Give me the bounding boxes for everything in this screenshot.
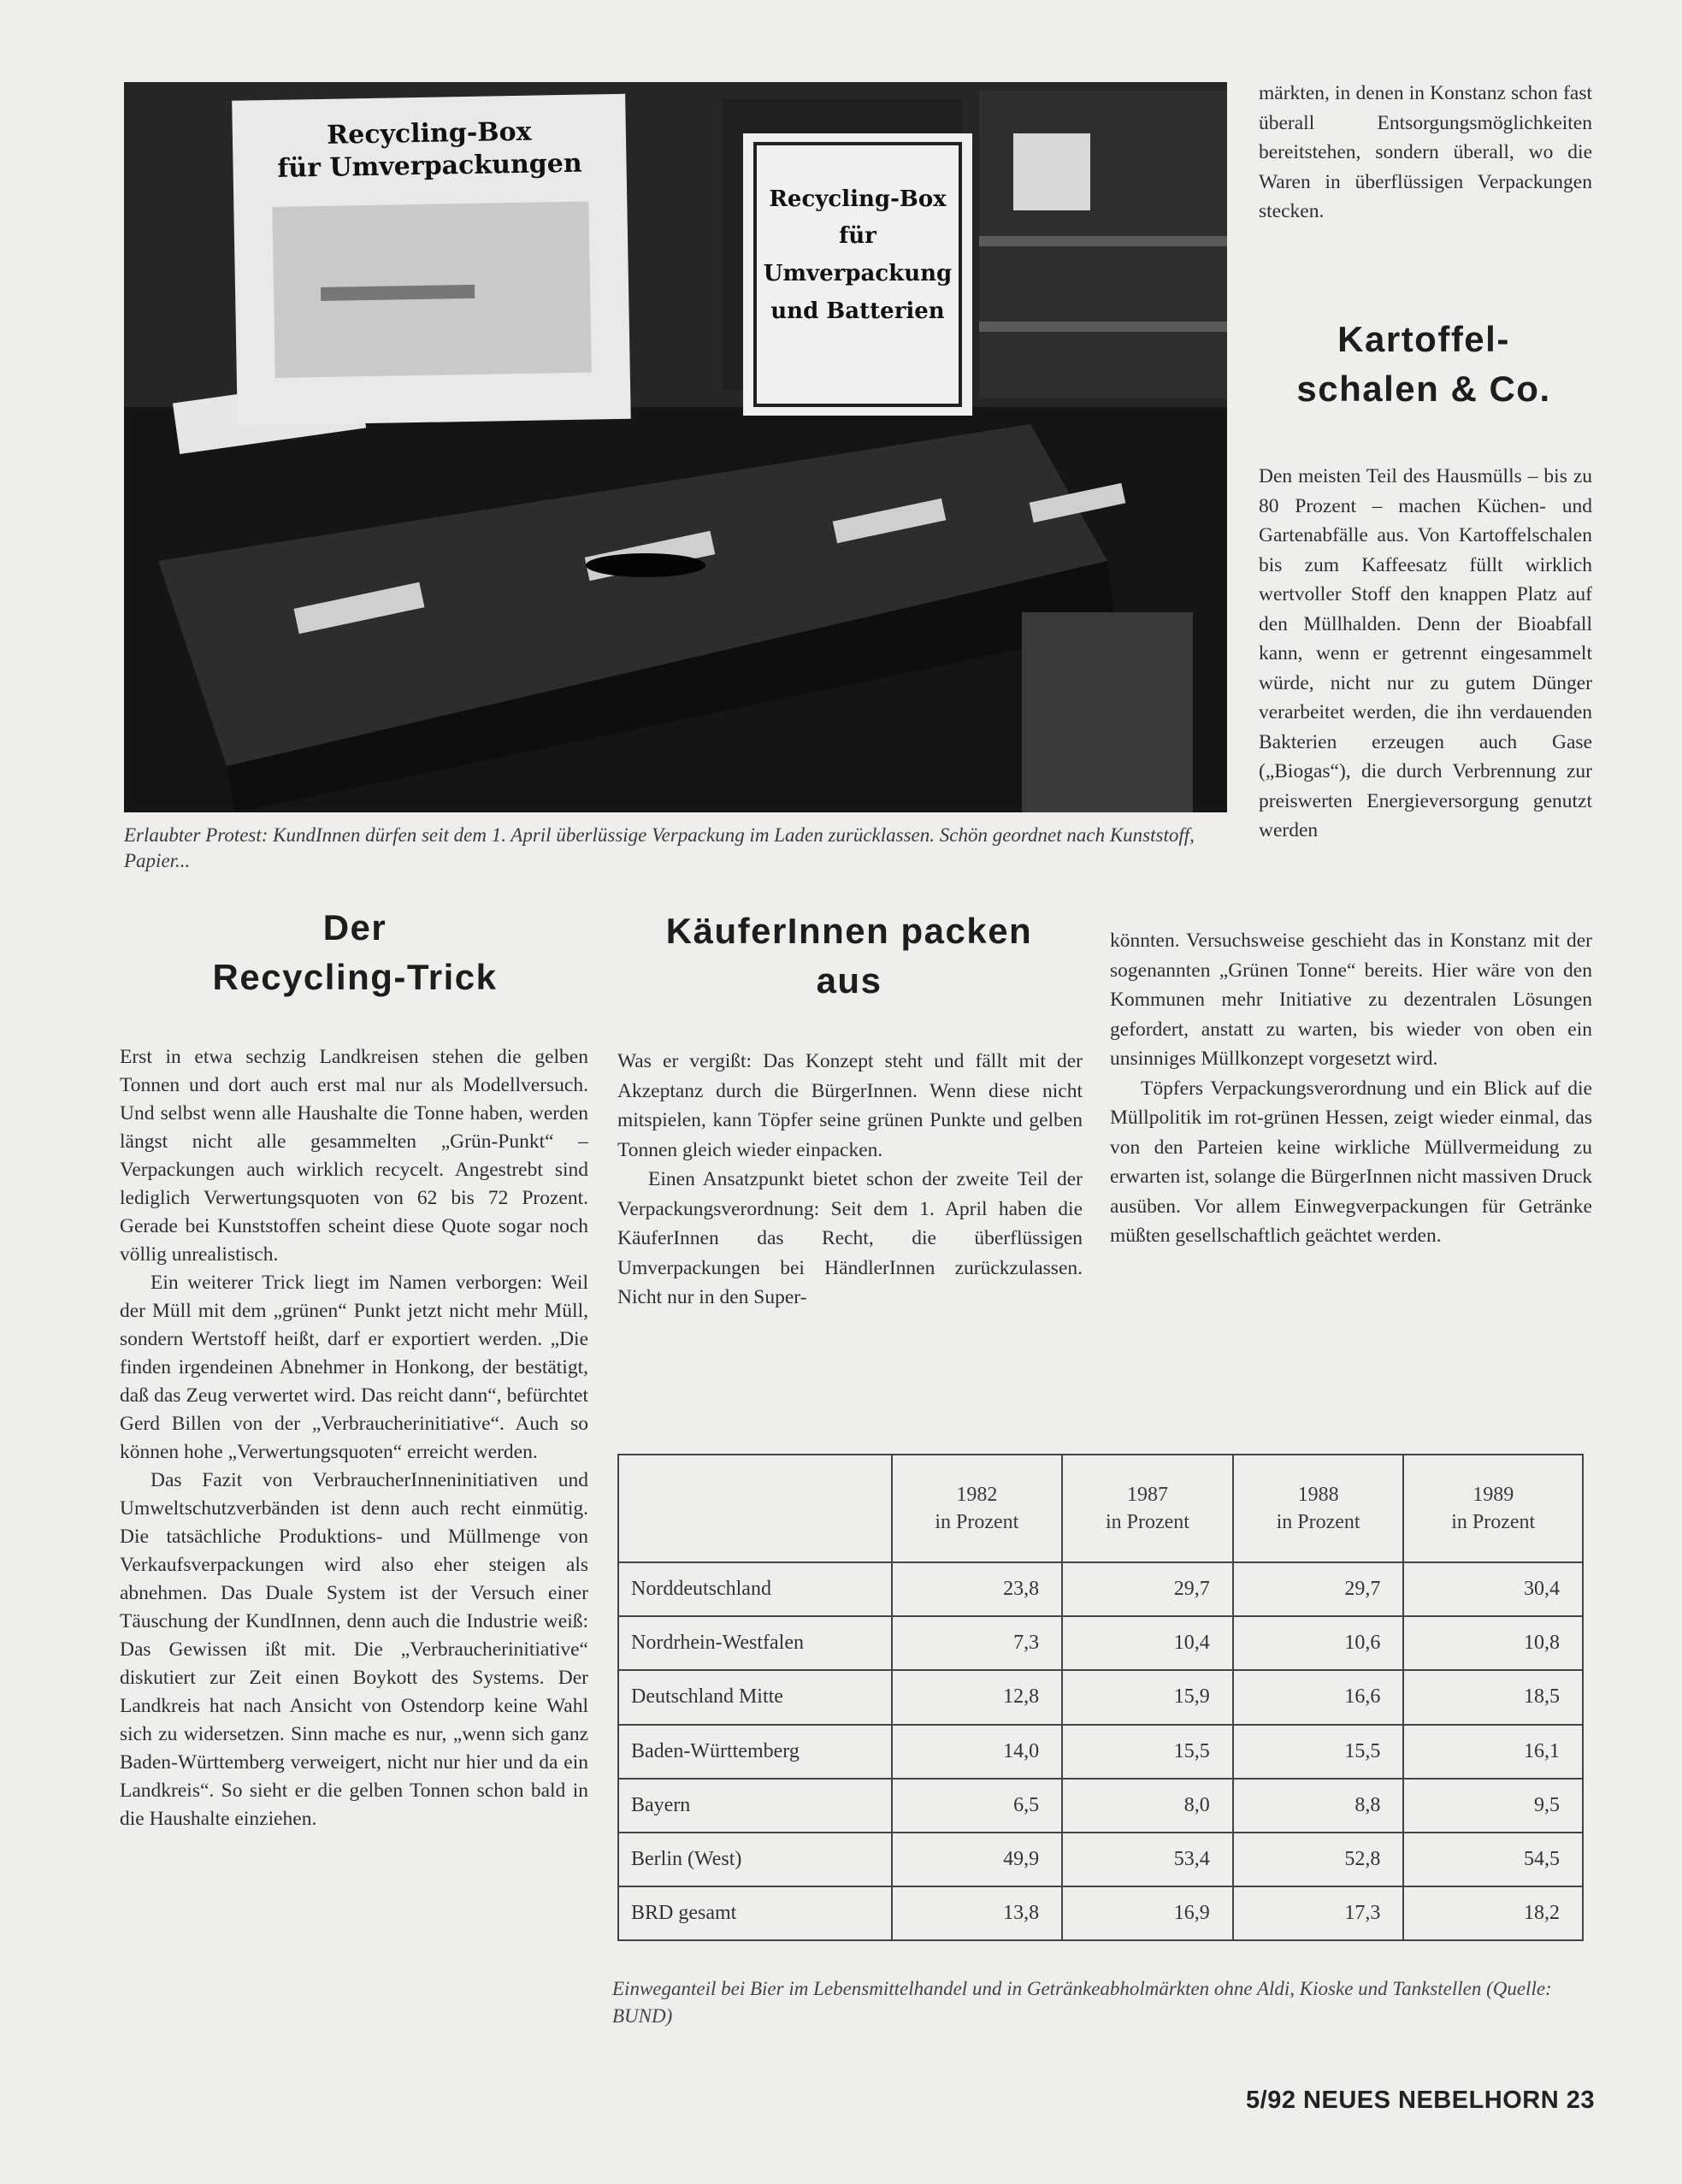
right-column-top — [1259, 79, 1592, 227]
kartoffel-paragraph-2: könnten. Versuchsweise geschieht das in Konstanz mit der sogenannten „Grünen Tonne“ bereits. Hier wäre von den Kommunen mehr Initiative zu dezentralen Lösungen gefordert, anstatt zu warten, bis wieder von oben ein unsinniges Müllkonzept vorgesetzt wird. — [1110, 930, 1592, 1070]
table-cell: 10,6 — [1233, 1616, 1404, 1670]
article1-paragraph-3: Das Fazit von VerbraucherInneninitiativen und Umweltschutzverbänden ist denn auch recht einmütig. Die tatsächliche Produktions- und Müllmenge von Verkaufsverpackungen wird also eher steigen als abnehmen. Das Duale System ist der Versuch einer Täuschung der KundInnen, denn auch die Industrie weiß: Das Gewissen ißt mit. Die „Verbraucherinitiative“ diskutiert zur Zeit einen Boykott des Systems. Der Landkreis hat nach Ansicht von Ostendorp keine Wahl sich zu widersetzen. Sinn mache es nur, „wenn sich ganz Baden-Württemberg verweigert, nicht nur hier und da ein Landkreis“. So sieht er die gelben Tonnen schon bald in die Haushalte einziehen. — [120, 1469, 588, 1830]
headline-kaeuferinnen-line2: aus — [816, 960, 882, 1001]
table-cell: 23,8 — [892, 1562, 1063, 1616]
page-footer: 5/92 NEUES NEBELHORN 23 — [1246, 2087, 1595, 2114]
table-header-1988: 1988 in Prozent — [1233, 1455, 1404, 1562]
table-region: Bayern — [618, 1779, 892, 1833]
table-caption: Einweganteil bei Bier im Lebensmittelhandel und in Getränkeabholmärkten ohne Aldi, Kioske und Tankstellen (Quelle: BUND) — [612, 1978, 1552, 2027]
article1-paragraph-1: Erst in etwa sechzig Landkreisen stehen die gelben Tonnen und dort auch erst mal nur als Modellversuch. Und selbst wenn alle Haushalte die Tonne haben, werden längst nicht alle gesammelten „Grün-Punkt“ – Verpackungen auch wirklich recycelt. Angestrebt sind lediglich Verwertungsquoten von 62 bis 72 Prozent. Gerade bei Kunststoffen scheint diese Quote sogar noch völlig unrealistisch. — [120, 1046, 588, 1266]
table-cell: 9,5 — [1403, 1779, 1583, 1833]
sign2-line2: für — [839, 223, 876, 249]
recycling-box-photo — [124, 82, 1227, 812]
article2-body — [617, 1047, 1083, 1313]
table-cell: 17,3 — [1233, 1886, 1404, 1940]
table-region: BRD gesamt — [618, 1886, 892, 1940]
photo-caption: Erlaubter Protest: KundInnen dürfen seit dem 1. April überlüssige Verpackung im Laden zurücklassen. Schön geordnet nach Kunststoff, Papier... — [124, 824, 1195, 871]
table-region: Deutschland Mitte — [618, 1670, 892, 1724]
headline-kaeuferinnen — [623, 906, 1076, 1006]
headline-recycling-trick-line2: Recycling-Trick — [212, 957, 498, 997]
headline-recycling-trick-line1: Der — [322, 907, 387, 947]
table-row — [618, 1779, 1583, 1833]
headline-kartoffelschalen-line2: schalen & Co. — [1296, 369, 1551, 409]
sign1-line2: für Umverpackungen — [277, 148, 582, 184]
table-header-1987: 1987 in Prozent — [1062, 1455, 1233, 1562]
table-cell: 10,8 — [1403, 1616, 1583, 1670]
sign2-line3: Umverpackung — [763, 261, 953, 286]
table-row — [618, 1725, 1583, 1779]
headline-kartoffelschalen — [1248, 315, 1599, 414]
table-cell: 29,7 — [1233, 1562, 1404, 1616]
table-row — [618, 1562, 1583, 1616]
table-header-row — [618, 1455, 1583, 1562]
headline-kartoffelschalen-line1: Kartoffel- — [1337, 319, 1510, 359]
sign2-line1: Recycling-Box — [769, 186, 947, 212]
table-header-1989: 1989 in Prozent — [1403, 1455, 1583, 1562]
table-cell: 29,7 — [1062, 1562, 1233, 1616]
headline-kaeuferinnen-line1: KäuferInnen packen — [665, 911, 1033, 951]
sign2-line4: und Batterien — [770, 298, 945, 324]
table-region: Baden-Württemberg — [618, 1725, 892, 1779]
table-cell: 6,5 — [892, 1779, 1063, 1833]
table-cell: 15,5 — [1062, 1725, 1233, 1779]
right-column-wide — [1110, 926, 1592, 1251]
right-column-body — [1259, 462, 1592, 846]
table-cell: 18,5 — [1403, 1670, 1583, 1724]
table-row — [618, 1670, 1583, 1724]
table-cell: 16,1 — [1403, 1725, 1583, 1779]
table-cell: 10,4 — [1062, 1616, 1233, 1670]
table-cell: 54,5 — [1403, 1833, 1583, 1886]
right-top-paragraph: märkten, in denen in Konstanz schon fast überall Entsorgungsmöglichkeiten bereitstehen, sondern überall, wo die Waren in überflüssigen Verpackungen stecken. — [1259, 82, 1592, 222]
headline-recycling-trick — [171, 903, 539, 1002]
table-cell: 13,8 — [892, 1886, 1063, 1940]
table-header-empty — [618, 1455, 892, 1562]
table-cell: 52,8 — [1233, 1833, 1404, 1886]
table-cell: 15,9 — [1062, 1670, 1233, 1724]
table-cell: 16,9 — [1062, 1886, 1233, 1940]
table-region: Nordrhein-Westfalen — [618, 1616, 892, 1670]
table-row — [618, 1616, 1583, 1670]
table-cell: 16,6 — [1233, 1670, 1404, 1724]
article2-paragraph-1: Was er vergißt: Das Konzept steht und fällt mit der Akzeptanz durch die BürgerInnen. Wenn diese nicht mitspielen, kann Töpfer seine grünen Punkte und gelben Tonnen gleich wieder einpacken. — [617, 1050, 1083, 1161]
table-cell: 15,5 — [1233, 1725, 1404, 1779]
kartoffel-paragraph-1: Den meisten Teil des Hausmülls – bis zu 80 Prozent – machen Küchen- und Gartenabfälle aus. Von Kartoffelschalen bis zum Kaffeesatz füllt wirklich wertvoller Stoff den knappen Platz auf den Müllhalden. Denn der Bioabfall kann, wenn er getrennt eingesammelt würde, nicht nur zu gutem Dünger verarbeitet werden, die ihn verdauenden Bakterien erzeugen auch Gase („Biogas“), die durch Verbrennung zur preiswerten Energieversorgung genutzt werden — [1259, 465, 1592, 841]
table-cell: 30,4 — [1403, 1562, 1583, 1616]
table-header-1982: 1982 in Prozent — [892, 1455, 1063, 1562]
article2-paragraph-2: Einen Ansatzpunkt bietet schon der zweite Teil der Verpackungsverordnung: Seit dem 1. April haben die KäuferInnen das Recht, die überflüssigen Umverpackungen bei HändlerInnen zurückzulassen. Nicht nur in den Super- — [617, 1168, 1083, 1308]
table-cell: 18,2 — [1403, 1886, 1583, 1940]
table-region: Norddeutschland — [618, 1562, 892, 1616]
article1-paragraph-2: Ein weiterer Trick liegt im Namen verborgen: Weil der Müll mit dem „grünen“ Punkt jetzt nicht mehr Müll, sondern Wertstoff heißt, darf er exportiert werden. „Die finden irgendeinen Abnehmer in Honkong, der bestätigt, daß das Zeug verwertet wird. Das reicht dann“, befürchtet Gerd Billen von der „Verbraucherinitiative“. Auch so können hohe „Verwertungsquoten“ erreicht werden. — [120, 1272, 588, 1463]
table-region: Berlin (West) — [618, 1833, 892, 1886]
table-row — [618, 1833, 1583, 1886]
table-row — [618, 1886, 1583, 1940]
kartoffel-paragraph-3: Töpfers Verpackungsverordnung und ein Blick auf die Müllpolitik im rot-grünen Hessen, zeigt wieder einmal, das von den Parteien keine wirkliche Müllvermeidung zu erwarten ist, solange die BürgerInnen nicht massiven Druck ausüben. Vor allem Einwegverpackungen für Getränke müßten gesellschaftlich geächtet werden. — [1110, 1077, 1592, 1247]
table-cell: 53,4 — [1062, 1833, 1233, 1886]
table-cell: 12,8 — [892, 1670, 1063, 1724]
einweganteil-table — [617, 1454, 1584, 1941]
table-cell: 7,3 — [892, 1616, 1063, 1670]
table-cell: 8,0 — [1062, 1779, 1233, 1833]
sign1-line1: Recycling-Box — [326, 116, 532, 151]
article1-body — [120, 1043, 588, 1833]
table-cell: 8,8 — [1233, 1779, 1404, 1833]
table-cell: 14,0 — [892, 1725, 1063, 1779]
table-cell: 49,9 — [892, 1833, 1063, 1886]
